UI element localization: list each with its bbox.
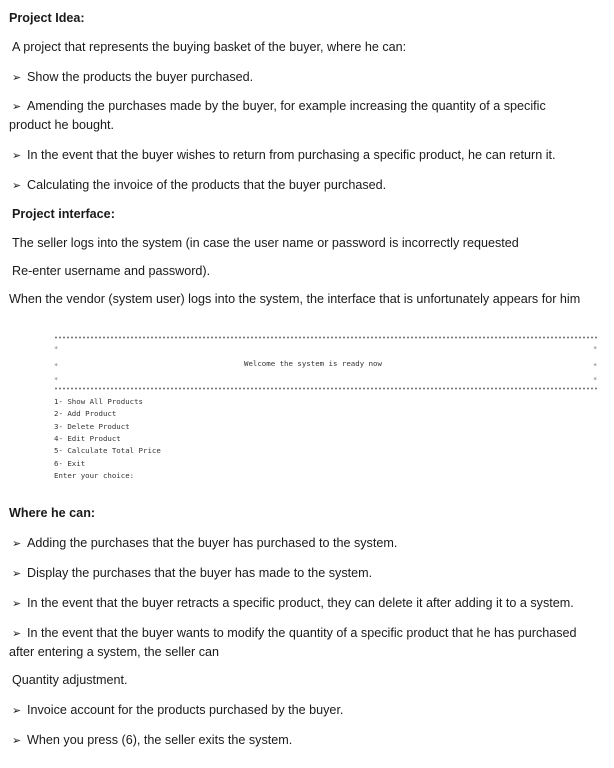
project-idea-heading: Project Idea: bbox=[9, 11, 85, 25]
list-item bbox=[12, 68, 253, 87]
console-menu-item: 4- Edit Product bbox=[54, 434, 121, 443]
star-border-top bbox=[54, 336, 598, 339]
star-border-left: * bbox=[54, 362, 59, 370]
list-item bbox=[12, 146, 556, 165]
list-item bbox=[12, 564, 372, 583]
arrow-bullet-icon: ➢ bbox=[12, 628, 22, 640]
arrow-bullet-icon: ➢ bbox=[12, 538, 22, 550]
console-prompt: Enter your choice: bbox=[54, 471, 135, 480]
console-menu-item: 3- Delete Product bbox=[54, 422, 130, 431]
arrow-bullet-icon: ➢ bbox=[12, 705, 22, 717]
star-border-right: * bbox=[593, 345, 598, 353]
list-item-continuation: after entering a system, the seller can bbox=[9, 645, 219, 659]
list-item-text: Show the products the buyer purchased. bbox=[27, 70, 254, 84]
where-he-can-heading: Where he can: bbox=[9, 506, 96, 520]
project-interface-heading: Project interface: bbox=[12, 207, 115, 221]
star-border-right: * bbox=[593, 362, 598, 370]
arrow-bullet-icon: ➢ bbox=[12, 180, 22, 192]
list-item bbox=[12, 534, 397, 553]
list-item bbox=[12, 594, 574, 613]
paragraph: Quantity adjustment. bbox=[12, 673, 128, 687]
list-item-text: Adding the purchases that the buyer has purchased to the system. bbox=[27, 536, 398, 550]
star-border-bottom bbox=[54, 387, 598, 390]
arrow-bullet-icon: ➢ bbox=[12, 598, 22, 610]
arrow-bullet-icon: ➢ bbox=[12, 150, 22, 162]
console-menu-item: 2- Add Product bbox=[54, 409, 117, 418]
list-item bbox=[12, 731, 292, 750]
list-item bbox=[12, 176, 386, 195]
console-menu-item: 6- Exit bbox=[54, 459, 86, 468]
list-item-text: Amending the purchases made by the buyer, for example increasing the quantity of a specific bbox=[27, 99, 546, 113]
paragraph: The seller logs into the system (in case the user name or password is incorrectly requested bbox=[12, 236, 519, 250]
console-menu-item: 1- Show All Products bbox=[54, 397, 143, 406]
arrow-bullet-icon: ➢ bbox=[12, 101, 22, 113]
list-item-text: In the event that the buyer wishes to return from purchasing a specific product, he can return it. bbox=[27, 148, 556, 162]
list-item bbox=[12, 97, 546, 116]
project-idea-intro: A project that represents the buying basket of the buyer, where he can: bbox=[12, 40, 407, 54]
console-menu-item: 5- Calculate Total Price bbox=[54, 446, 161, 455]
list-item bbox=[12, 701, 343, 720]
list-item-text: In the event that the buyer retracts a specific product, they can delete it after adding it to a system. bbox=[27, 596, 574, 610]
arrow-bullet-icon: ➢ bbox=[12, 735, 22, 747]
list-item-text: When you press (6), the seller exits the system. bbox=[27, 733, 293, 747]
paragraph: Re-enter username and password). bbox=[12, 264, 211, 278]
star-border-right: * bbox=[593, 376, 598, 384]
console-welcome: Welcome the system is ready now bbox=[244, 359, 382, 368]
console-screenshot bbox=[54, 334, 600, 486]
arrow-bullet-icon: ➢ bbox=[12, 568, 22, 580]
list-item-text: In the event that the buyer wants to modify the quantity of a specific product that he has purchased bbox=[27, 626, 577, 640]
list-item-text: Display the purchases that the buyer has made to the system. bbox=[27, 566, 373, 580]
list-item-text: Invoice account for the products purchased by the buyer. bbox=[27, 703, 344, 717]
star-border-left: * bbox=[54, 376, 59, 384]
list-item-continuation: product he bought. bbox=[9, 118, 115, 132]
arrow-bullet-icon: ➢ bbox=[12, 72, 22, 84]
list-item bbox=[12, 624, 577, 643]
star-border-left: * bbox=[54, 345, 59, 353]
paragraph: When the vendor (system user) logs into the system, the interface that is unfortunately appears for him bbox=[9, 292, 581, 306]
list-item-text: Calculating the invoice of the products that the buyer purchased. bbox=[27, 178, 387, 192]
